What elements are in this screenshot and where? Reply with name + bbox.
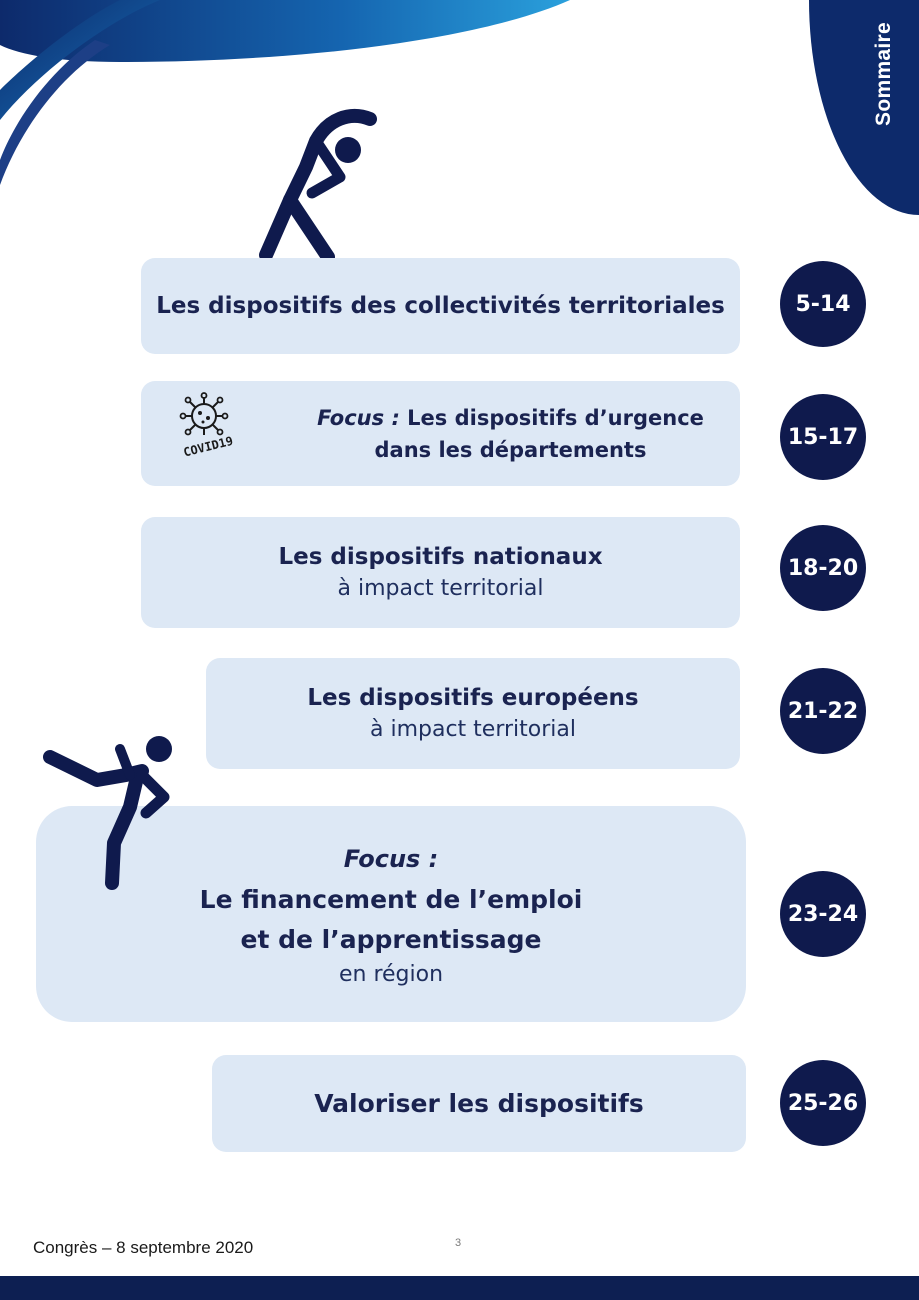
section-title: Les dispositifs nationaux bbox=[278, 544, 603, 570]
section-card-collectivites[interactable] bbox=[141, 258, 740, 354]
page-range-badge: 15-17 bbox=[780, 394, 866, 480]
section-title: Valoriser les dispositifs bbox=[314, 1089, 644, 1118]
section-subtitle: en région bbox=[338, 962, 444, 987]
section-title: Les dispositifs européens bbox=[307, 685, 639, 711]
stretching-figure-icon bbox=[250, 105, 385, 270]
decorative-ribbon bbox=[0, 0, 919, 260]
footer-text: Congrès – 8 septembre 2020 bbox=[33, 1238, 254, 1257]
page-range-badge: 5-14 bbox=[780, 261, 866, 347]
page-range-badge: 25-26 bbox=[780, 1060, 866, 1146]
page-range-badge: 23-24 bbox=[780, 871, 866, 957]
section-card-nationaux[interactable] bbox=[141, 517, 740, 628]
bottom-bar bbox=[0, 1276, 919, 1300]
sidebar-label: Sommaire bbox=[872, 22, 895, 126]
section-title-line1: Le financement de l’emploi bbox=[199, 885, 583, 914]
section-title-line2: et de l’apprentissage bbox=[240, 925, 542, 954]
covid-badge-label: COVID19 bbox=[182, 433, 235, 460]
section-title-line1: Les dispositifs d’urgence bbox=[407, 405, 704, 430]
section-card-europeens[interactable] bbox=[206, 658, 740, 769]
page-range-badge: 21-22 bbox=[780, 668, 866, 754]
kicking-figure-icon bbox=[42, 735, 182, 890]
focus-label: Focus : bbox=[343, 845, 439, 873]
section-subtitle: à impact territorial bbox=[370, 717, 576, 742]
page-range-badge: 18-20 bbox=[780, 525, 866, 611]
focus-label: Focus : bbox=[317, 405, 400, 430]
section-subtitle: à impact territorial bbox=[337, 576, 544, 601]
section-title-line2: dans les départements bbox=[374, 437, 647, 462]
page-number: 3 bbox=[455, 1237, 462, 1249]
section-title: Les dispositifs des collectivités territoriales bbox=[156, 292, 725, 319]
section-card-valoriser[interactable] bbox=[212, 1055, 746, 1152]
